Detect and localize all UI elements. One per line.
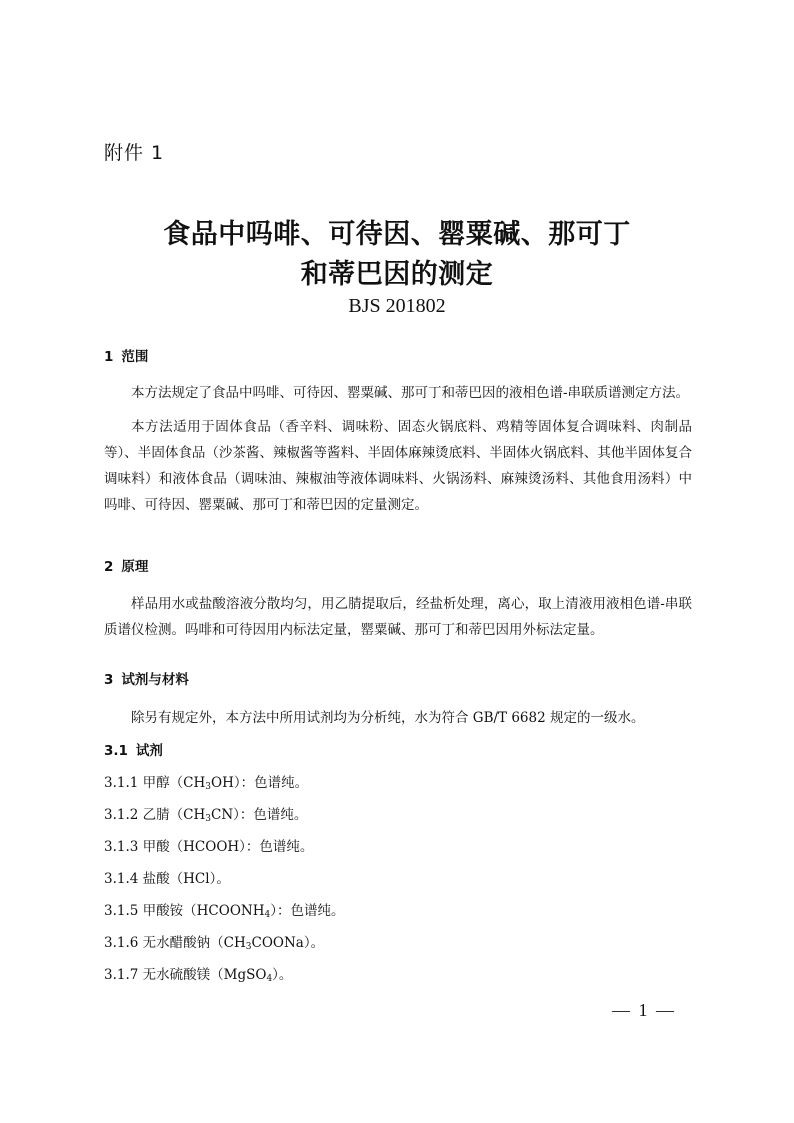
section-number: 2 — [104, 559, 114, 575]
item-number: 3.1.2 — [104, 807, 139, 823]
item-text: 盐酸（HCl）。 — [142, 871, 230, 887]
section-3-paragraph-1: 除另有规定外，本方法中所用试剂均为分析纯，水为符合 GB/T 6682 规定的一级水。 — [131, 710, 645, 726]
document-code: BJS 201802 — [348, 295, 446, 317]
item-text: 无水硫酸镁（MgSO$_4$）。 — [142, 967, 293, 984]
section-2-paragraph-1: 样品用水或盐酸溶液分散均匀，用乙腈提取后，经盐析处理，离心，取上清液用液相色谱-串联质谱仪检测。吗啡和可待因用内标法定量，罂粟碱、那可丁和蒂巴因用外标法定量。 — [104, 596, 692, 638]
document-title-line2: 和蒂巴因的测定 — [300, 259, 494, 290]
section-title: 范围 — [121, 349, 149, 365]
reagent-item-3-1-1 — [104, 771, 308, 792]
document-title-line1: 食品中吗啡、可待因、罂粟碱、那可丁 — [163, 219, 631, 250]
item-text: 甲醇$(CH_3OH)$：色谱纯。 — [142, 775, 309, 792]
item-text: 甲酸铵$(HCOONH_4)$：色谱纯。 — [142, 903, 345, 920]
reagent-item-3-1-3 — [104, 835, 313, 855]
section-number: 3 — [104, 672, 114, 688]
reagent-item-3-1-5 — [104, 899, 344, 920]
item-text: 无水醋酸钠$(CH_3COONa)$。 — [142, 935, 325, 952]
subsection-number: 3.1 — [104, 743, 128, 759]
reagent-item-3-1-7 — [104, 963, 292, 984]
section-3-heading — [104, 668, 189, 688]
item-number: 3.1.1 — [104, 775, 139, 791]
section-1-heading — [104, 345, 148, 365]
reagent-item-3-1-2 — [104, 803, 307, 824]
item-text: 乙腈$(CH_3CN)$：色谱纯。 — [142, 807, 308, 824]
item-number: 3.1.4 — [104, 871, 139, 887]
reagent-item-3-1-4 — [104, 867, 230, 887]
section-1-paragraph-1: 本方法规定了食品中吗啡、可待因、罂粟碱、那可丁和蒂巴因的液相色谱-串联质谱测定方法。 — [131, 385, 690, 401]
section-1-paragraph-2: 本方法适用于固体食品（香辛料、调味粉、固态火锅底料、鸡精等固体复合调味料、肉制品等）、半固体食品（沙茶酱、辣椒酱等酱料、半固体麻辣烫底料、半固体火锅底料、其他半固体复合调味料）和液体食品（调味油、辣椒油等液体调味料、火锅汤料、麻辣烫汤料、其他食用汤料）中吗啡、可待因、罂粟碱、那可丁和蒂巴因的定量测定。 — [104, 419, 692, 513]
section-2-heading — [104, 555, 148, 575]
item-number: 3.1.7 — [104, 967, 139, 983]
page-number: — 1 — — [612, 1000, 676, 1020]
item-number: 3.1.3 — [104, 839, 139, 855]
item-number: 3.1.5 — [104, 903, 139, 919]
section-title: 试剂与材料 — [121, 672, 189, 688]
subsection-3-1-heading — [104, 739, 163, 759]
attachment-label: 附件 1 — [104, 142, 165, 164]
reagent-item-3-1-6 — [104, 931, 324, 952]
section-title: 原理 — [121, 559, 149, 575]
subsection-title: 试剂 — [135, 743, 163, 759]
item-number: 3.1.6 — [104, 935, 139, 951]
section-number: 1 — [104, 349, 114, 365]
item-text: 甲酸（HCOOH）：色谱纯。 — [142, 839, 314, 855]
